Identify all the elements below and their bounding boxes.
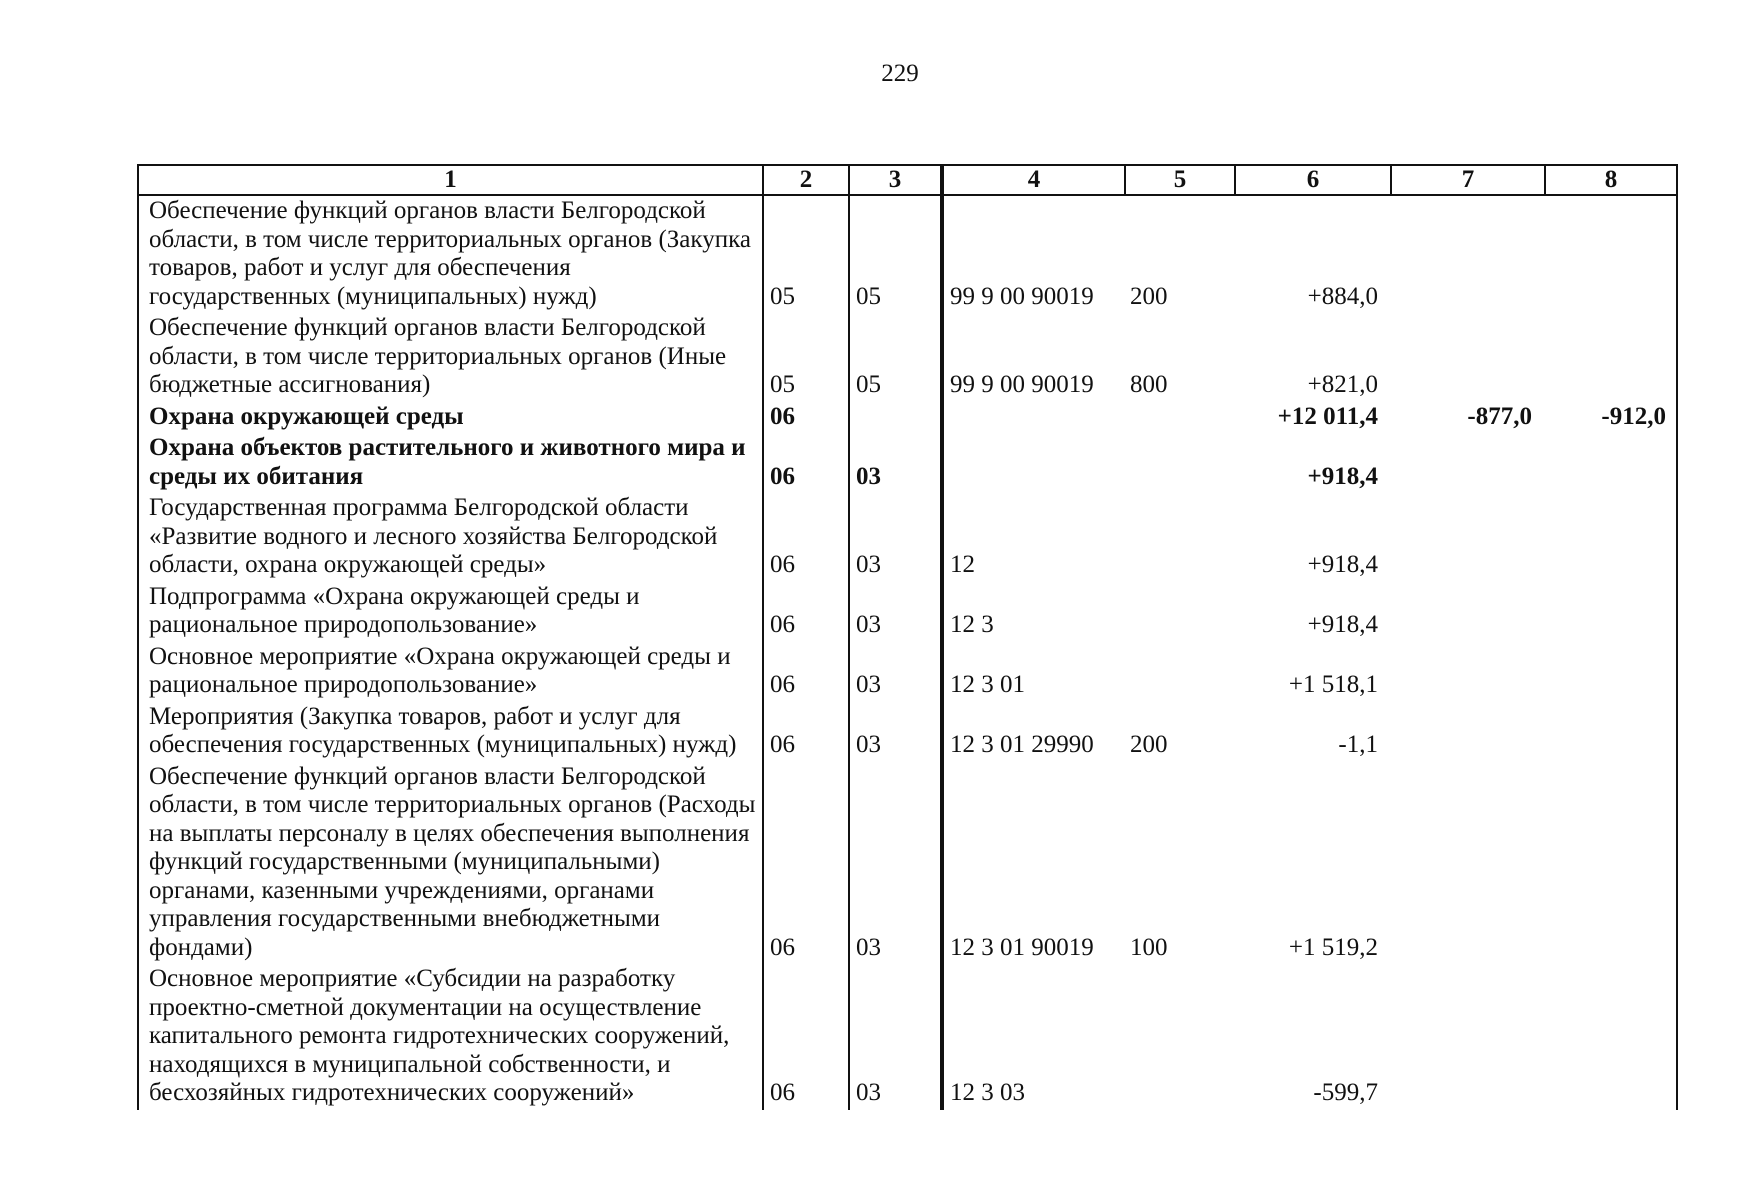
table-row	[137, 493, 1678, 582]
subsection-code: 03	[850, 582, 942, 642]
amount-3	[1544, 433, 1678, 493]
header-col-1: 1	[137, 164, 764, 196]
amount-2	[1390, 964, 1544, 1110]
section-code: 06	[764, 402, 850, 434]
amount: +12 011,4	[1277, 402, 1378, 430]
section-code: 06	[764, 433, 850, 493]
amount-2: -877,0	[1467, 402, 1532, 430]
amount-2	[1390, 196, 1544, 313]
item-name: Государственная программа Белгородской области «Развитие водного и лесного хозяйства Белгородской области, охрана окружающей среды»	[137, 493, 764, 582]
section-code: 06	[764, 582, 850, 642]
amount: +918,4	[1307, 462, 1378, 490]
amount-2	[1390, 582, 1544, 642]
table-row	[137, 702, 1678, 762]
expense-type-code: 100	[1130, 933, 1168, 961]
item-name: Основное мероприятие «Субсидии на разработку проектно-сметной документации на осуществление капитального ремонта гидротехнических сооружений, находящихся в муниципальной собственности, и бесхозяйных гидротехнических сооружений»	[137, 964, 764, 1110]
expense-type-code	[1124, 402, 1234, 434]
subsection-code: 03	[850, 433, 942, 493]
expense-type-code	[1124, 582, 1234, 642]
subsection-code: 03	[850, 762, 942, 965]
amount: +1 518,1	[1288, 671, 1378, 698]
target-article-code: 99 9 00 90019	[942, 196, 1124, 313]
subsection-code: 05	[850, 196, 942, 313]
target-article-code: 12 3	[942, 582, 1124, 642]
amount-3	[1544, 762, 1678, 965]
budget-table	[137, 164, 1678, 1110]
amount-3	[1544, 964, 1678, 1110]
amount-2	[1390, 642, 1544, 702]
expense-type-code: 200	[1130, 731, 1168, 758]
item-name: Обеспечение функций органов власти Белгородской области, в том числе территориальных органов (Закупка товаров, работ и услуг для обеспечения государственных (муниципальных) нужд)	[137, 196, 764, 313]
header-col-3: 3	[850, 164, 942, 196]
item-name: Охрана объектов растительного и животного мира и среды их обитания	[137, 433, 764, 493]
amount: +918,4	[1307, 551, 1378, 578]
section-code: 06	[764, 493, 850, 582]
table-header-row	[137, 164, 1678, 196]
expense-type-code: 800	[1130, 371, 1168, 398]
amount-2	[1390, 493, 1544, 582]
expense-type-code	[1124, 642, 1234, 702]
target-article-code: 12 3 03	[942, 964, 1124, 1110]
header-col-7: 7	[1390, 164, 1544, 196]
table-row	[137, 313, 1678, 402]
subsection-code: 03	[850, 964, 942, 1110]
subsection-code: 05	[850, 313, 942, 402]
amount: +918,4	[1307, 611, 1378, 638]
item-name: Основное мероприятие «Охрана окружающей среды и рациональное природопользование»	[137, 642, 764, 702]
item-name: Охрана окружающей среды	[137, 402, 764, 434]
target-article-code: 99 9 00 90019	[942, 313, 1124, 402]
header-col-6: 6	[1234, 164, 1390, 196]
table-row	[137, 762, 1678, 965]
section-code: 05	[764, 313, 850, 402]
page-number: 229	[881, 60, 919, 87]
section-code: 06	[764, 642, 850, 702]
item-name: Обеспечение функций органов власти Белгородской области, в том числе территориальных органов (Иные бюджетные ассигнования)	[137, 313, 764, 402]
expense-type-code: 200	[1130, 282, 1168, 310]
table-row	[137, 433, 1678, 493]
section-code: 06	[764, 702, 850, 762]
table-row	[137, 642, 1678, 702]
section-code: 06	[764, 762, 850, 965]
target-article-code: 12	[942, 493, 1124, 582]
amount-3: -912,0	[1544, 402, 1678, 434]
subsection-code: 03	[850, 642, 942, 702]
section-code: 06	[764, 964, 850, 1110]
table-row	[137, 964, 1678, 1110]
target-article-code	[942, 433, 1124, 493]
amount: +1 519,2	[1288, 933, 1378, 961]
amount: +884,0	[1307, 282, 1378, 310]
item-name: Подпрограмма «Охрана окружающей среды и рациональное природопользование»	[137, 582, 764, 642]
subsection-code: 03	[850, 493, 942, 582]
target-article-code	[942, 402, 1124, 434]
header-col-8: 8	[1544, 164, 1678, 196]
amount-3	[1544, 702, 1678, 762]
amount: +821,0	[1307, 371, 1378, 398]
header-col-2: 2	[764, 164, 850, 196]
expense-type-code	[1124, 433, 1234, 493]
target-article-code: 12 3 01 29990	[942, 702, 1124, 762]
target-article-code: 12 3 01	[942, 642, 1124, 702]
amount-3	[1544, 196, 1678, 313]
table-row	[137, 582, 1678, 642]
target-article-code: 12 3 01 90019	[942, 762, 1124, 965]
amount-2	[1390, 433, 1544, 493]
amount: -599,7	[1313, 1079, 1378, 1106]
section-code: 05	[764, 196, 850, 313]
table-row	[137, 402, 1678, 434]
amount-3	[1544, 582, 1678, 642]
subsection-code: 03	[850, 702, 942, 762]
amount-2	[1390, 702, 1544, 762]
amount-3	[1544, 493, 1678, 582]
expense-type-code	[1124, 493, 1234, 582]
item-name: Мероприятия (Закупка товаров, работ и услуг для обеспечения государственных (муниципальных) нужд)	[137, 702, 764, 762]
subsection-code	[850, 402, 942, 434]
amount-2	[1390, 313, 1544, 402]
item-name: Обеспечение функций органов власти Белгородской области, в том числе территориальных органов (Расходы на выплаты персоналу в целях обеспечения выполнения функций государственными (муниципальными) органами, казенными учреждениями, органами управления государственными внебюджетными фондами)	[137, 762, 764, 965]
table-row	[137, 196, 1678, 313]
amount-3	[1544, 313, 1678, 402]
amount-3	[1544, 642, 1678, 702]
header-col-5: 5	[1124, 164, 1234, 196]
amount-2	[1390, 762, 1544, 965]
amount: -1,1	[1338, 731, 1378, 758]
header-col-4: 4	[942, 164, 1124, 196]
expense-type-code	[1124, 964, 1234, 1110]
